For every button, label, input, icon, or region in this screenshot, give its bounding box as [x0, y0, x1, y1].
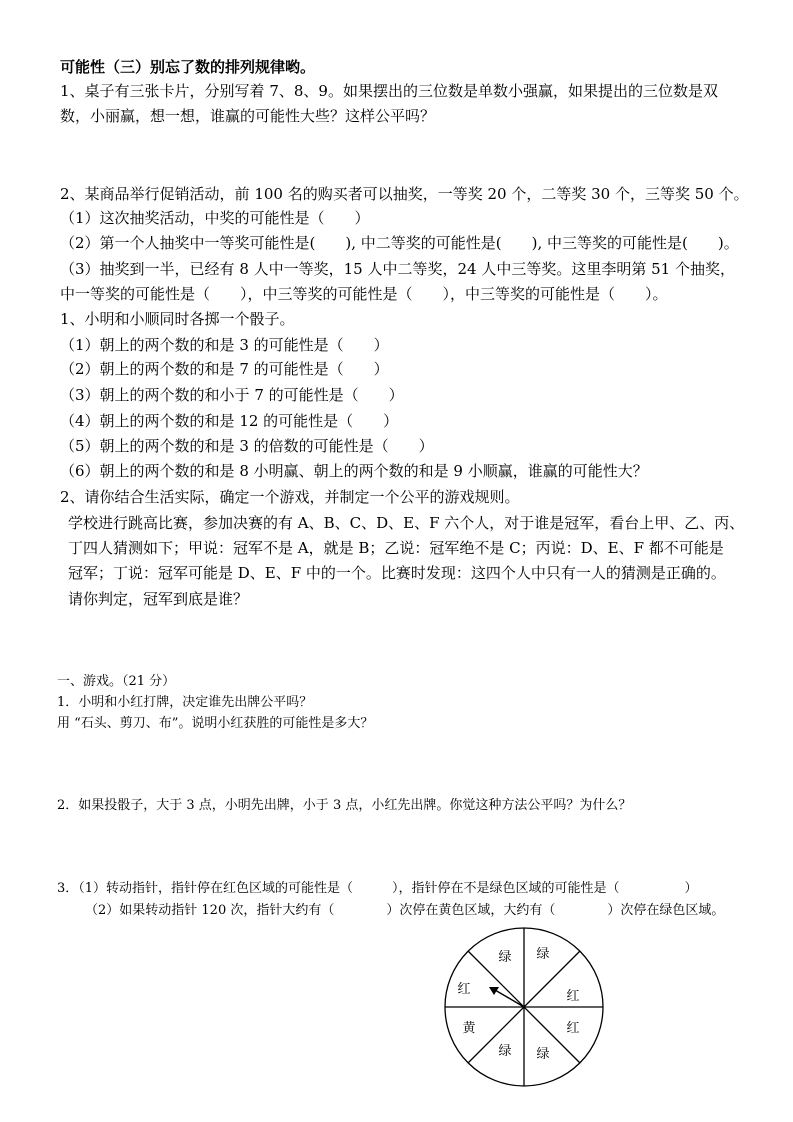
sector-label: 红 [457, 982, 471, 997]
sector-label: 红 [566, 1021, 580, 1036]
question-2-line-3: （2）第一个人抽奖中一等奖可能性是( ), 中二等奖的可能性是( ), 中三等奖的可能性是( )。 [60, 234, 739, 252]
question-4-line-5: 请你判定，冠军到底是谁？ [68, 590, 249, 608]
question-3-line-2: （1）朝上的两个数的和是 3 的可能性是（ ） [60, 336, 389, 354]
question-4-line-3: 丁四人猜测如下；甲说：冠军不是 A，就是 B；乙说：冠军绝不是 C；丙说：D、E、F 都不可能是 [68, 539, 724, 557]
page-title: 可能性（三）别忘了数的排列规律哟。 [60, 58, 316, 76]
question-4-line-4: 冠军；丁说：冠军可能是 D、E、F 中的一个。比赛时发现：这四个人中只有一人的猜测是正确的。 [68, 564, 726, 582]
game-question-2: 2．如果投骰子，大于 3 点，小明先出牌，小于 3 点，小红先出牌。你觉这种方法公平吗？为什么？ [57, 798, 632, 813]
question-1-line-1: 1、桌子有三张卡片，分别写着 7、8、9。如果摆出的三位数是单数小强赢，如果提出的三位数是双 [60, 82, 718, 100]
sector-label: 红 [566, 989, 580, 1004]
question-2-line-2: （1）这次抽奖活动，中奖的可能性是（ ） [60, 209, 370, 227]
game-question-1-line-1: 1．小明和小红打牌，决定谁先出牌公平吗？ [57, 695, 313, 710]
game-question-3-line-2: （2）如果转动指针 120 次，指针大约有（ ）次停在黄色区域，大约有（ ）次停在绿色区域。 [85, 903, 725, 918]
sector-label: 黄 [462, 1021, 476, 1036]
sector-label: 绿 [498, 1044, 512, 1059]
question-3-line-3: （2）朝上的两个数的和是 7 的可能性是（ ） [60, 360, 389, 378]
question-2-line-5: 中一等奖的可能性是（ ），中三等奖的可能性是（ ），中三等奖的可能性是（ ）。 [60, 285, 668, 303]
question-2-line-4: （3）抽奖到一半，已经有 8 人中一等奖，15 人中二等奖，24 人中三等奖。这里李明第 51 个抽奖， [60, 260, 735, 278]
question-3-line-4: （3）朝上的两个数的和小于 7 的可能性是（ ） [60, 386, 404, 404]
question-3-line-5: （4）朝上的两个数的和是 12 的可能性是（ ） [60, 412, 399, 430]
game-question-1-line-2: 用 “石头、剪刀、布”。说明小红获胜的可能性是多大？ [57, 716, 374, 731]
spinner-diagram [443, 926, 605, 1088]
sector-label: 绿 [536, 1047, 550, 1062]
question-1-line-2: 数，小丽赢，想一想，谁赢的可能性大些？这样公平吗？ [60, 107, 436, 125]
question-4-line-2: 学校进行跳高比赛，参加决赛的有 A、B、C、D、E、F 六个人，对于谁是冠军，看台上甲、乙、丙、 [68, 514, 745, 532]
game-section-header: 一、游戏。（21 分） [57, 674, 176, 689]
game-question-3-line-1: 3．（1）转动指针，指针停在红色区域的可能性是（ ），指针停在不是绿色区域的可能性是（ ） [57, 881, 698, 896]
question-3-line-7: （6）朝上的两个数的和是 8 小明赢、朝上的两个数的和是 9 小顺赢，谁赢的可能性大？ [60, 462, 648, 480]
question-3-line-6: （5）朝上的两个数的和是 3 的倍数的可能性是（ ） [60, 437, 434, 455]
question-4-line-1: 2、请你结合生活实际，确定一个游戏，并制定一个公平的游戏规则。 [60, 488, 520, 506]
question-2-line-1: 2、某商品举行促销活动，前 100 名的购买者可以抽奖，一等奖 20 个，二等奖 30 个，三等奖 50 个。 [60, 185, 749, 203]
sector-label: 绿 [536, 947, 550, 962]
question-3-line-1: 1、小明和小顺同时各掷一个骰子。 [60, 310, 295, 328]
sector-label: 绿 [498, 950, 512, 965]
